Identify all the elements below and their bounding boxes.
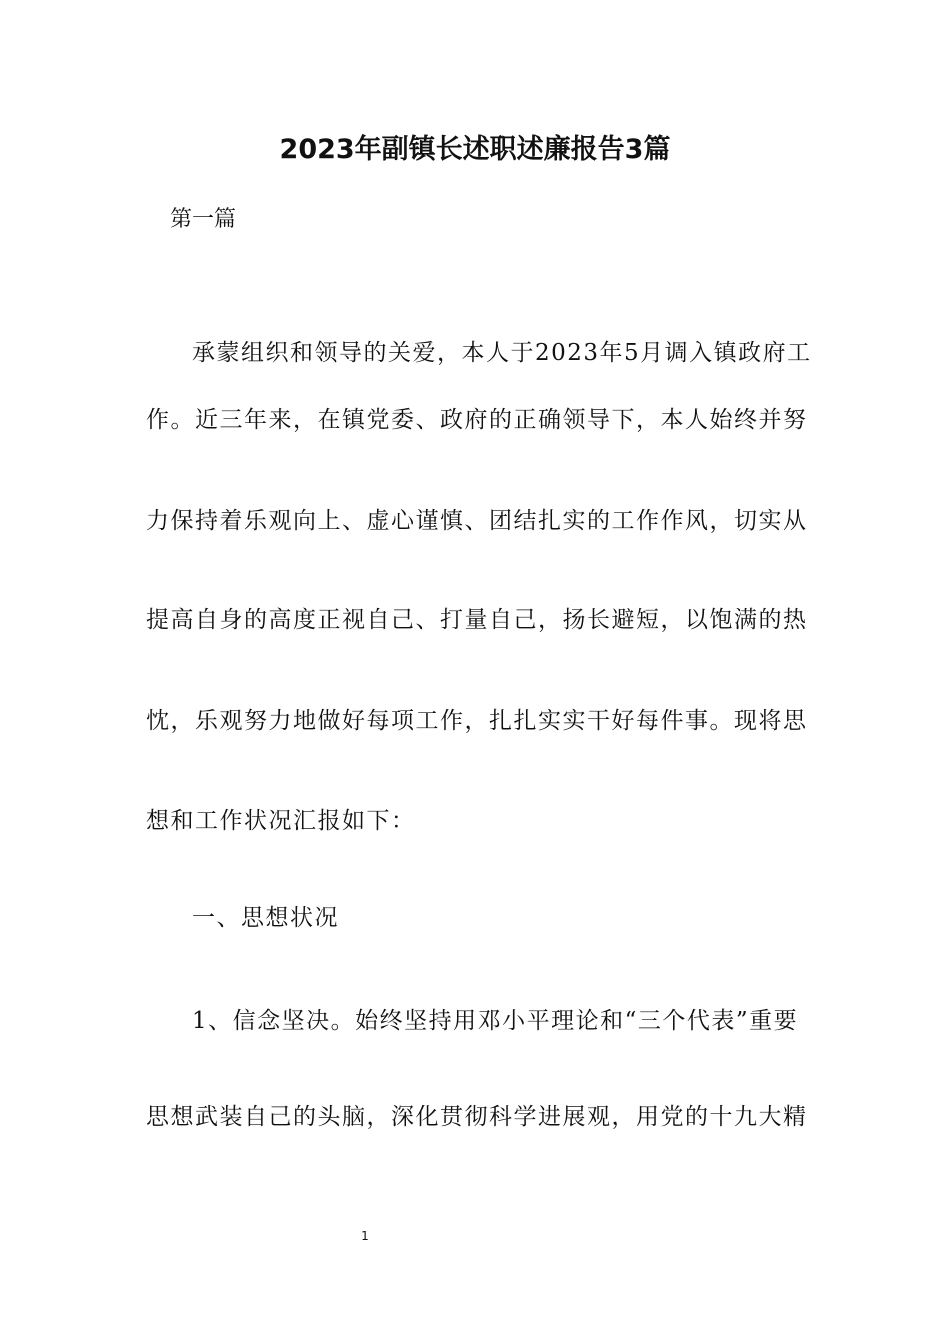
section-label: 第一篇 bbox=[170, 207, 237, 232]
paragraph-line: 作。近三年来，在镇党委、政府的正确领导下，本人始终并努 bbox=[146, 407, 808, 433]
paragraph-line: 想和工作状况汇报如下： bbox=[146, 808, 416, 834]
document-title: 2023年副镇长述职述廉报告3篇 bbox=[279, 134, 671, 165]
paragraph-line: 忱，乐观努力地做好每项工作，扎扎实实干好每件事。现将思 bbox=[146, 708, 808, 734]
section-heading: 一、思想状况 bbox=[192, 905, 339, 931]
paragraph-line: 思想武装自己的头脑，深化贯彻科学进展观，用党的十九大精 bbox=[146, 1104, 808, 1130]
paragraph-line: 提高自身的高度正视自己、打量自己，扬长避短，以饱满的热 bbox=[146, 607, 808, 633]
paragraph-line: 1、信念坚决。始终坚持用邓小平理论和“三个代表”重要 bbox=[192, 1008, 799, 1034]
page-number: 1 bbox=[361, 1229, 369, 1243]
paragraph-line: 承蒙组织和领导的关爱，本人于2023年5月调入镇政府工 bbox=[192, 340, 812, 366]
paragraph-line: 力保持着乐观向上、虚心谨慎、团结扎实的工作作风，切实从 bbox=[146, 508, 808, 534]
